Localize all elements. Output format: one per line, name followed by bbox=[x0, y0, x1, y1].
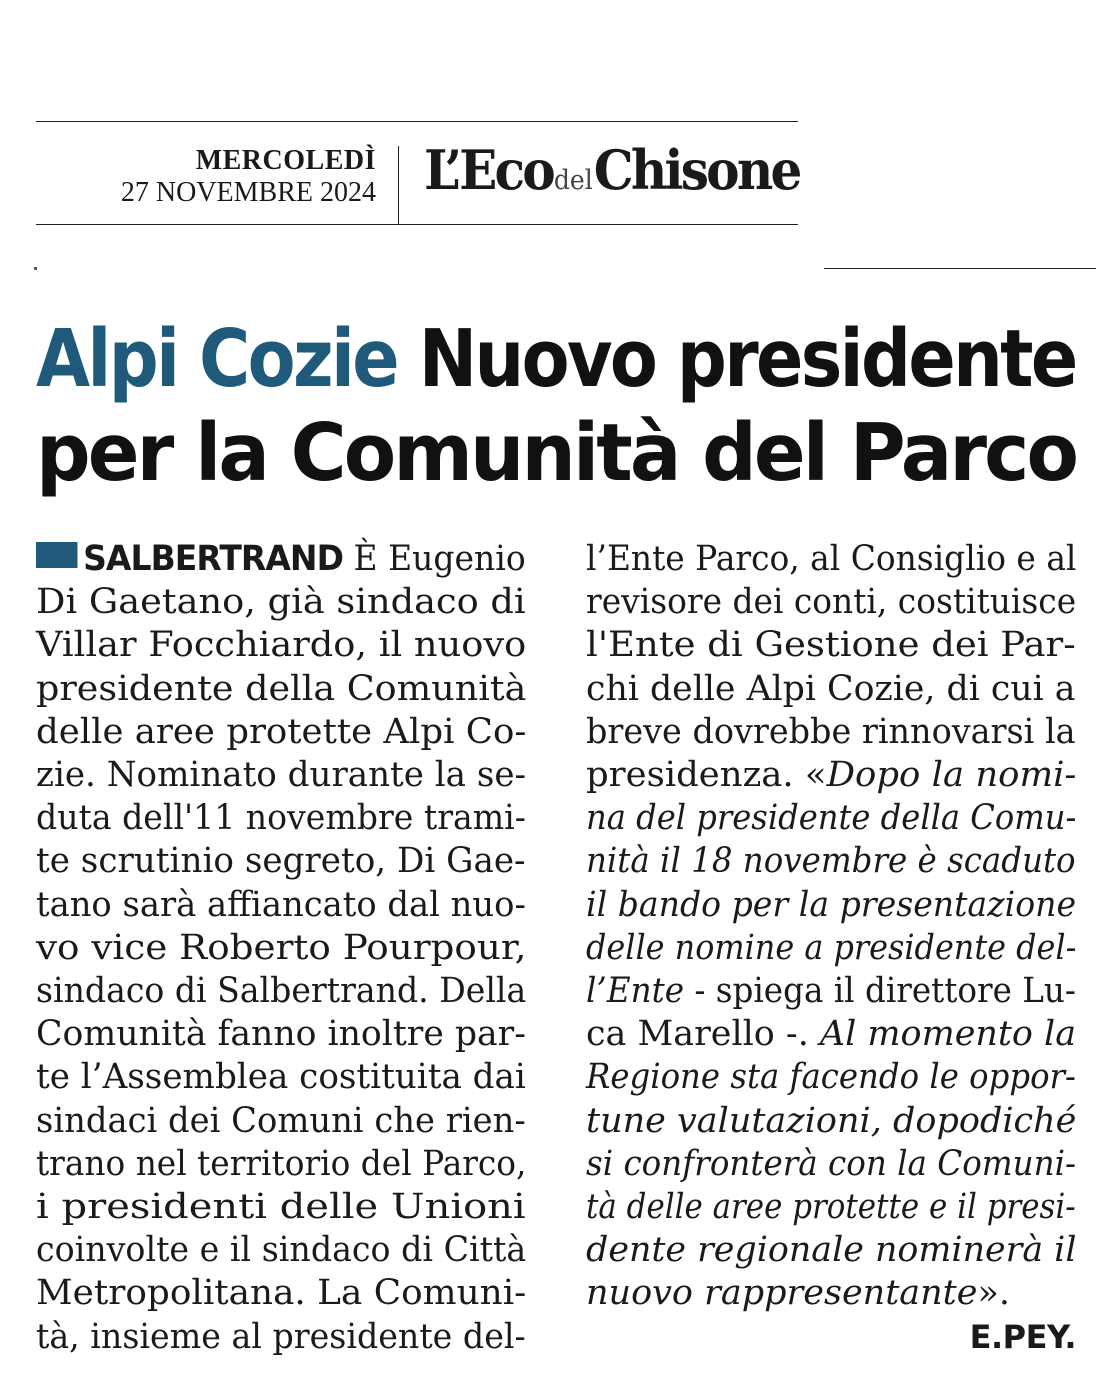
logo-eco: L’Eco bbox=[424, 138, 553, 202]
quote-text: Al momento la bbox=[819, 1014, 1077, 1055]
article-line: presidente della Comunità bbox=[36, 668, 527, 709]
article-line: l’Ente Parco, al Consiglio e al bbox=[586, 539, 1077, 579]
article-line: delle aree protette Alpi Co- bbox=[36, 711, 527, 752]
article-text: - spiega il direttore Lu- bbox=[684, 971, 1076, 1012]
article-text: È Eugenio bbox=[353, 539, 526, 579]
article-column-2 bbox=[586, 538, 1076, 1316]
newspaper-logo bbox=[424, 138, 800, 202]
article-line: Comunità fanno inoltre par- bbox=[36, 1014, 526, 1055]
quote-line: dente regionale nominerà il bbox=[586, 1230, 1077, 1271]
article-line bbox=[586, 1272, 1076, 1315]
masthead-bottom-rule bbox=[36, 224, 798, 225]
corner-mark bbox=[34, 267, 37, 270]
article-line: vo vice Roberto Pourpour, bbox=[36, 927, 527, 968]
quote-line: delle nomine a presidente del- bbox=[586, 927, 1077, 968]
author-signature: E.PEY. bbox=[969, 1318, 1076, 1356]
article-line: Di Gaetano, già sindaco di bbox=[36, 582, 526, 623]
quote-line: tune valutazioni, dopodiché bbox=[586, 1100, 1077, 1141]
issue-date: 27 NOVEMBRE 2024 bbox=[120, 177, 376, 208]
article-text: presidenza. « bbox=[586, 755, 827, 796]
article-line: coinvolte e il sindaco di Città bbox=[36, 1230, 527, 1271]
dateline-place: SALBERTRAND bbox=[83, 539, 344, 579]
issue-day: MERCOLEDÌ bbox=[195, 145, 376, 176]
article-line: revisore dei conti, costituisce bbox=[586, 582, 1077, 623]
quote-line: nità il 18 novembre è scaduto bbox=[586, 841, 1076, 882]
quote-line: il bando per la presentazione bbox=[586, 884, 1077, 925]
article-line: Metropolitana. La Comuni- bbox=[36, 1273, 527, 1314]
article-line: duta dell'11 novembre trami- bbox=[36, 798, 526, 839]
logo-del: del bbox=[553, 165, 593, 196]
article-column-1 bbox=[36, 538, 526, 1359]
article-line: tano sarà affiancato dal nuo- bbox=[36, 884, 526, 925]
section-rule bbox=[824, 268, 1096, 269]
article-line: chi delle Alpi Cozie, di cui a bbox=[586, 668, 1076, 709]
headline-text-1: Nuovo presidente bbox=[418, 313, 1076, 405]
article-line: breve dovrebbe rinnovarsi la bbox=[586, 711, 1076, 752]
article-text: ca Marello -. bbox=[586, 1014, 820, 1055]
article-line: trano nel territorio del Parco, bbox=[36, 1143, 527, 1184]
article-line: l'Ente di Gestione dei Par- bbox=[586, 625, 1076, 666]
headline-kicker: Alpi Cozie bbox=[36, 313, 398, 405]
article-line: zie. Nominato durante la se- bbox=[36, 755, 527, 796]
article-line: sindaco di Salbertrand. Della bbox=[36, 971, 527, 1012]
masthead-top-rule bbox=[36, 121, 798, 122]
headline bbox=[36, 312, 1086, 500]
article-line bbox=[586, 754, 1076, 797]
quote-text: Dopo la nomi- bbox=[826, 755, 1077, 796]
article-line bbox=[586, 1013, 1076, 1056]
logo-chisone: Chisone bbox=[593, 138, 800, 202]
quote-line: tà delle aree protette e il presi- bbox=[586, 1187, 1076, 1228]
article-line: te l’Assemblea costituita dai bbox=[36, 1057, 526, 1098]
article-line: Villar Focchiardo, il nuovo bbox=[36, 625, 527, 666]
quote-line: na del presidente della Comu- bbox=[586, 798, 1077, 839]
quote-text: nuovo rappresentante bbox=[586, 1273, 978, 1314]
article-line: i presidenti delle Unioni bbox=[36, 1187, 526, 1228]
quote-text: l’Ente bbox=[586, 971, 685, 1012]
article-line bbox=[586, 970, 1076, 1013]
quote-line: si confronterà con la Comuni- bbox=[586, 1143, 1076, 1184]
quote-line: Regione sta facendo le oppor- bbox=[586, 1057, 1076, 1098]
headline-line-2: per la Comunità del Parco bbox=[36, 407, 1077, 499]
article-line: te scrutinio segreto, Di Gae- bbox=[36, 841, 526, 882]
article-text: ». bbox=[977, 1273, 1010, 1314]
headline-line-1 bbox=[36, 312, 1076, 406]
masthead-separator bbox=[398, 146, 399, 224]
dateline-marker bbox=[36, 542, 77, 568]
article-line: sindaci dei Comuni che rien- bbox=[36, 1100, 526, 1141]
article-line bbox=[36, 538, 526, 581]
article-line: tà, insieme al presidente del- bbox=[36, 1316, 526, 1357]
